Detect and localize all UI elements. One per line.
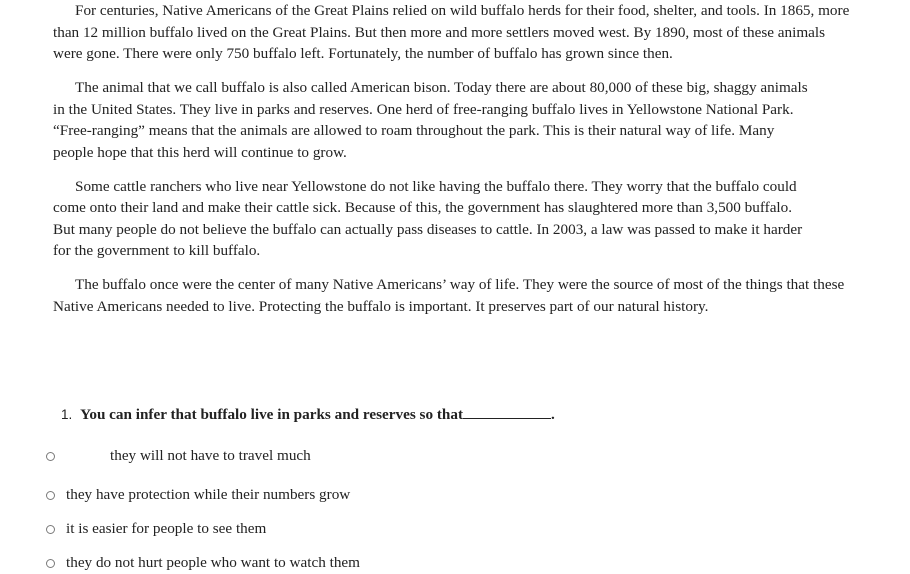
reading-passage: [53, 0, 853, 330]
answer-option-c[interactable]: [46, 520, 266, 538]
passage-paragraph-2: The animal that we call buffalo is also called American bison. Today there are about 80,000 of these big, shaggy animals in the United States. They live in parks and reserves. One herd of free-ranging buffalo lives in Yellowstone National Park. “Free-ranging” means that the animals are allowed to roam throughout the park. This is their natural way of life. Many people hope that this herd will continue to grow.: [53, 79, 808, 161]
radio-button-icon[interactable]: [46, 525, 55, 534]
radio-button-icon[interactable]: [46, 452, 55, 461]
question-end-mark: .: [551, 406, 555, 423]
answer-option-label: they do not hurt people who want to watch them: [66, 554, 360, 571]
question-1: [61, 404, 555, 426]
answer-option-label: they have protection while their numbers grow: [66, 486, 351, 503]
radio-button-icon[interactable]: [46, 559, 55, 568]
answer-blank: [463, 405, 551, 419]
answer-option-label: it is easier for people to see them: [66, 520, 267, 537]
question-text: You can infer that buffalo live in parks and reserves so that: [80, 406, 464, 423]
passage-paragraph-3: Some cattle ranchers who live near Yellowstone do not like having the buffalo there. They worry that the buffalo could come onto their land and make their cattle sick. Because of this, the government has slaughtered more than 3,500 buffalo. But many people do not believe the buffalo can actually pass diseases to cattle. In 2003, a law was passed to make it harder for the government to kill buffalo.: [53, 177, 803, 259]
answer-option-b[interactable]: [46, 486, 350, 504]
answer-option-d[interactable]: [46, 554, 360, 572]
answer-option-a[interactable]: [46, 447, 311, 465]
question-number: 1.: [61, 407, 73, 422]
answer-option-label: they will not have to travel much: [110, 447, 311, 464]
passage-paragraph-1: For centuries, Native Americans of the Great Plains relied on wild buffalo herds for their food, shelter, and tools. In 1865, more than 12 million buffalo lived on the Great Plains. But then more and more settlers moved west. By 1890, most of these animals were gone. There were only 750 buffalo left. Fortunately, the number of buffalo has grown since then.: [53, 2, 850, 62]
radio-button-icon[interactable]: [46, 491, 55, 500]
passage-paragraph-4: The buffalo once were the center of many Native Americans’ way of life. They were the source of most of the things that these Native Americans needed to live. Protecting the buffalo is important. It preserves part of our natural history.: [53, 276, 845, 315]
